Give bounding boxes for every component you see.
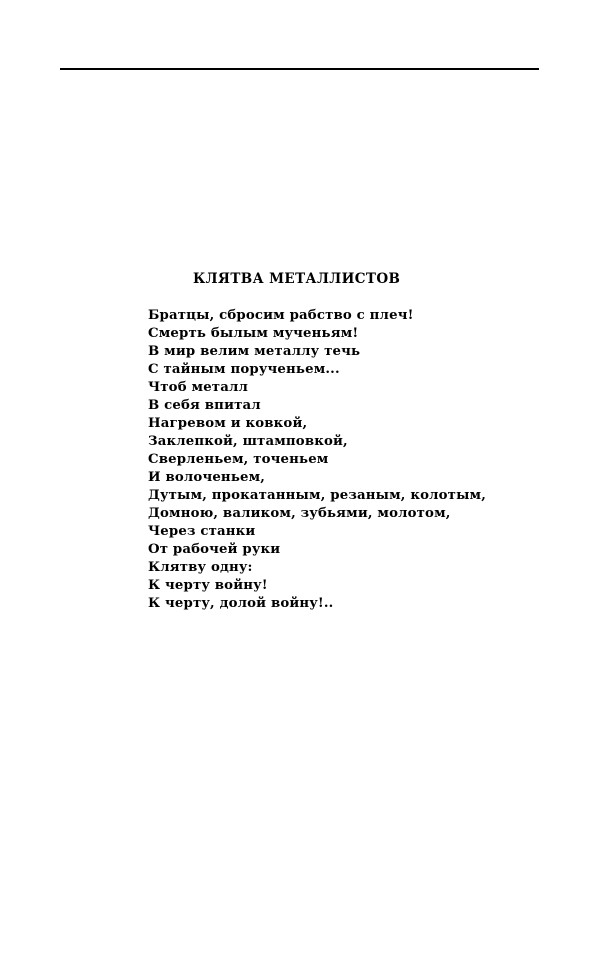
poem-line: Сверленьем, точеньем: [148, 452, 329, 467]
poem-line: С тайным порученьем...: [148, 362, 340, 377]
poem-line: Дутым, прокатанным, резаным, колотым,: [148, 488, 487, 503]
poem-line: В мир велим металлу течь: [148, 344, 361, 359]
poem-line: Братцы, сбросим рабство с плеч!: [148, 308, 414, 323]
poem-line: И волоченьем,: [148, 470, 266, 485]
poem-title: КЛЯТВА МЕТАЛЛИСТОВ: [193, 271, 401, 287]
poem-line: Чтоб металл: [148, 380, 249, 395]
poem-line: Нагревом и ковкой,: [148, 416, 308, 431]
poem-line: Клятву одну:: [148, 560, 253, 575]
poem-line: Домною, валиком, зубьями, молотом,: [148, 506, 451, 521]
top-rule: [60, 68, 539, 70]
poem-line: К черту войну!: [148, 578, 268, 593]
poem-line: Заклепкой, штамповкой,: [148, 434, 348, 449]
poem-line: К черту, долой войну!..: [148, 596, 334, 611]
poem-line: Смерть былым мученьям!: [148, 326, 359, 341]
poem-line: От рабочей руки: [148, 542, 281, 557]
poem-line: Через станки: [148, 524, 256, 539]
poem-body: [148, 307, 486, 613]
poem-line: В себя впитал: [148, 398, 261, 413]
